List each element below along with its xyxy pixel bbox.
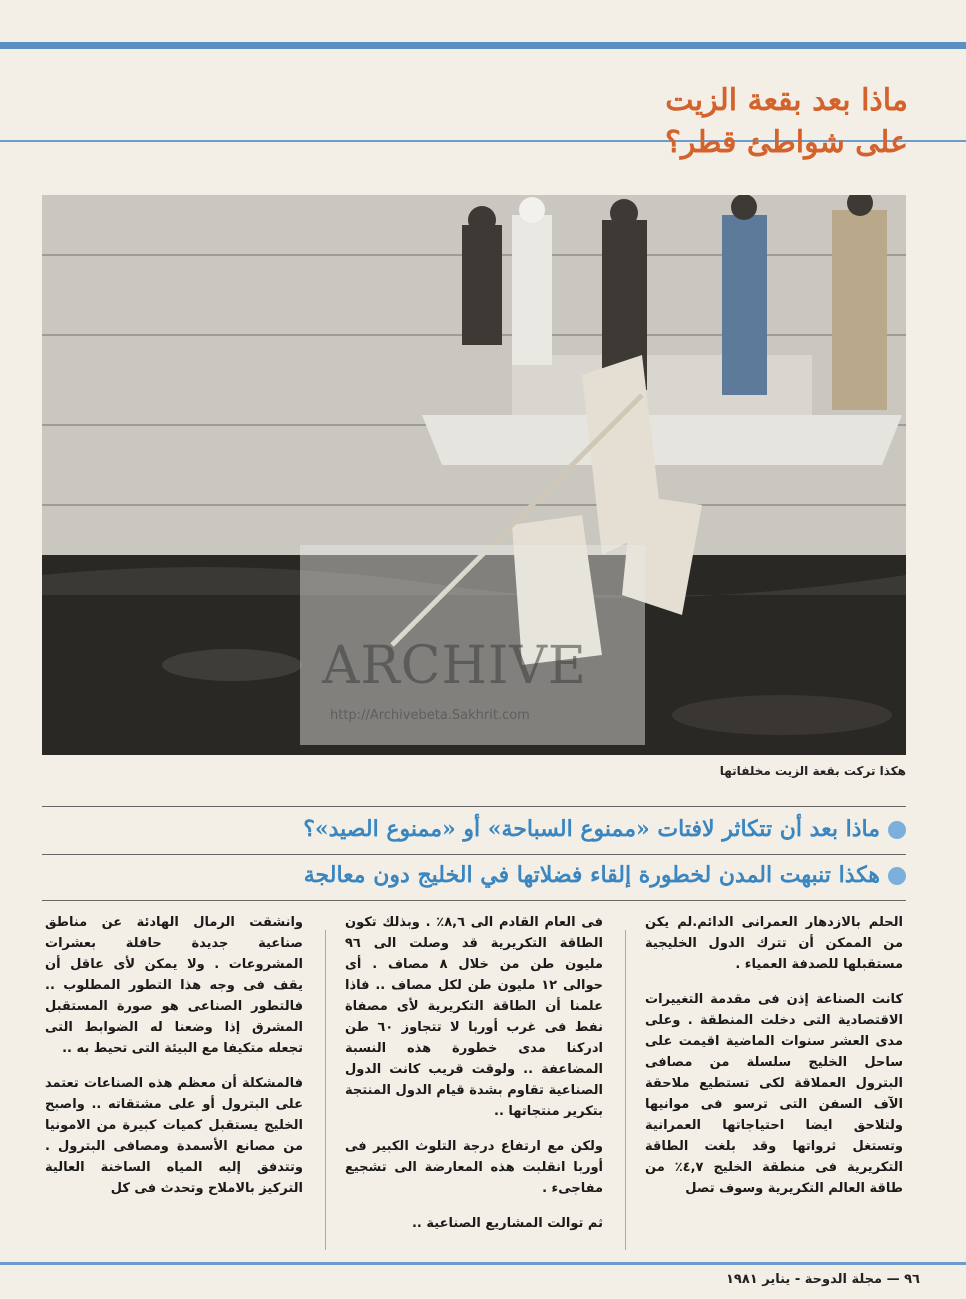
paragraph: كانت الصناعة إذن فى مقدمة التغييرات الاقتصادية التى دخلت المنطقة . وعلى مدى العشر سنوات الماضية اقيمت على ساحل الخليج سلسلة من مصافى البترول العملاقة لكى تستطيع ملاحقة الآف السفن التى ترسو فى موانيها ولتلاحق ايضا احتياجاتها العمرانية وتستغل ثرواتها وقد بلغت الطاقة التكريرية فى منطقة الخليج ٤,٧٪ من طاقة العالم التكريرية وسوف تصل	[645, 992, 903, 1196]
headline-line-2: على شواطئ قطر؟	[664, 125, 908, 160]
headline-line-1: ماذا بعد بقعة الزيت	[665, 83, 908, 118]
paragraph: الحلم بالازدهار العمرانى الدائم.لم يكن من الممكن أن تترك الدول الخليجية مستقبلها للصدفة العمياء .	[645, 915, 903, 972]
paragraph: فى العام القادم الى ٨,٦٪ . وبذلك تكون الطاقة التكريرية قد وصلت الى ٩٦ مليون طن من خلال ٨ مصاف . أى حوالى ١٢ مليون طن لكل مصاف .. فاذا علمنا أن الطاقة التكريرية لأى مصفاة نفط فى غرب أوربا لا تتجاوز ٦٠ طن ادركنا مدى خطورة هذه النسبة المضاعفة .. ولوقت قريب كانت الدول الصناعية تقاوم بشدة قيام الدول المنتجة بتكرير منتجاتها ..	[345, 915, 603, 1119]
deck-rule-bottom	[42, 900, 906, 901]
footer-rule	[0, 1262, 966, 1265]
photo-caption: هكذا تركت بقعة الزيت مخلفاتها	[719, 764, 906, 778]
text-column-left	[45, 912, 303, 1252]
top-blue-rule	[0, 42, 966, 49]
deck-line-2	[106, 862, 906, 888]
paragraph: وانشقت الرمال الهادئة عن مناطق صناعية جديدة حافلة بعشرات المشروعات . ولا يمكن لأى عاقل أن يقف فى وجه هذا التطور المطلوب .. فالتطور الصناعى هو صورة المستقبل المشرق إذا وضعنا له الضوابط التى تجعله متكيفا مع البيئة التى تحيط به ..	[45, 915, 303, 1056]
deck-rule-middle	[42, 854, 906, 855]
paragraph: ثم توالت المشاريع الصناعية ..	[411, 1216, 603, 1231]
deck-line-1	[106, 816, 906, 842]
paragraph: فالمشكلة أن معظم هذه الصناعات تعتمد على البترول أو على مشتقاته .. واصبح الخليج يستقبل كميات كبيرة من الامونيا من مصانع الأسمدة ومصافى البترول . وتتدفق إليه المياه الساخنة العالية التركيز بالاملاح وتحدث فى كل	[45, 1076, 303, 1196]
deck-text-2: هكذا تنبهت المدن لخطورة إلقاء فضلاتها في الخليج دون معالجة	[303, 862, 880, 888]
article-headline	[388, 80, 908, 164]
column-divider	[325, 930, 326, 1250]
bullet-dot-icon	[888, 867, 906, 885]
text-column-right	[645, 912, 903, 1252]
deck-rule-top	[42, 806, 906, 807]
bullet-dot-icon	[888, 821, 906, 839]
paragraph: ولكن مع ارتفاع درجة التلوث الكبير فى أوربا انقلبت هذه المعارضة الى تشجيع مفاجىء .	[345, 1139, 603, 1196]
column-divider	[625, 930, 626, 1250]
watermark-url: http://Archivebeta.Sakhrit.com	[330, 708, 530, 723]
watermark-label: ARCHIVE	[322, 636, 587, 696]
text-column-middle	[345, 912, 603, 1252]
magazine-issue: مجلة الدوحة - يناير ١٩٨١	[725, 1272, 883, 1287]
page-footer: ٩٦ — مجلة الدوحة - يناير ١٩٨١	[725, 1272, 920, 1287]
deck-text-1: ماذا بعد أن تتكاثر لافتات «ممنوع السباحة» أو «ممنوع الصيد»؟	[303, 816, 880, 842]
page-number: ٩٦	[904, 1272, 920, 1287]
